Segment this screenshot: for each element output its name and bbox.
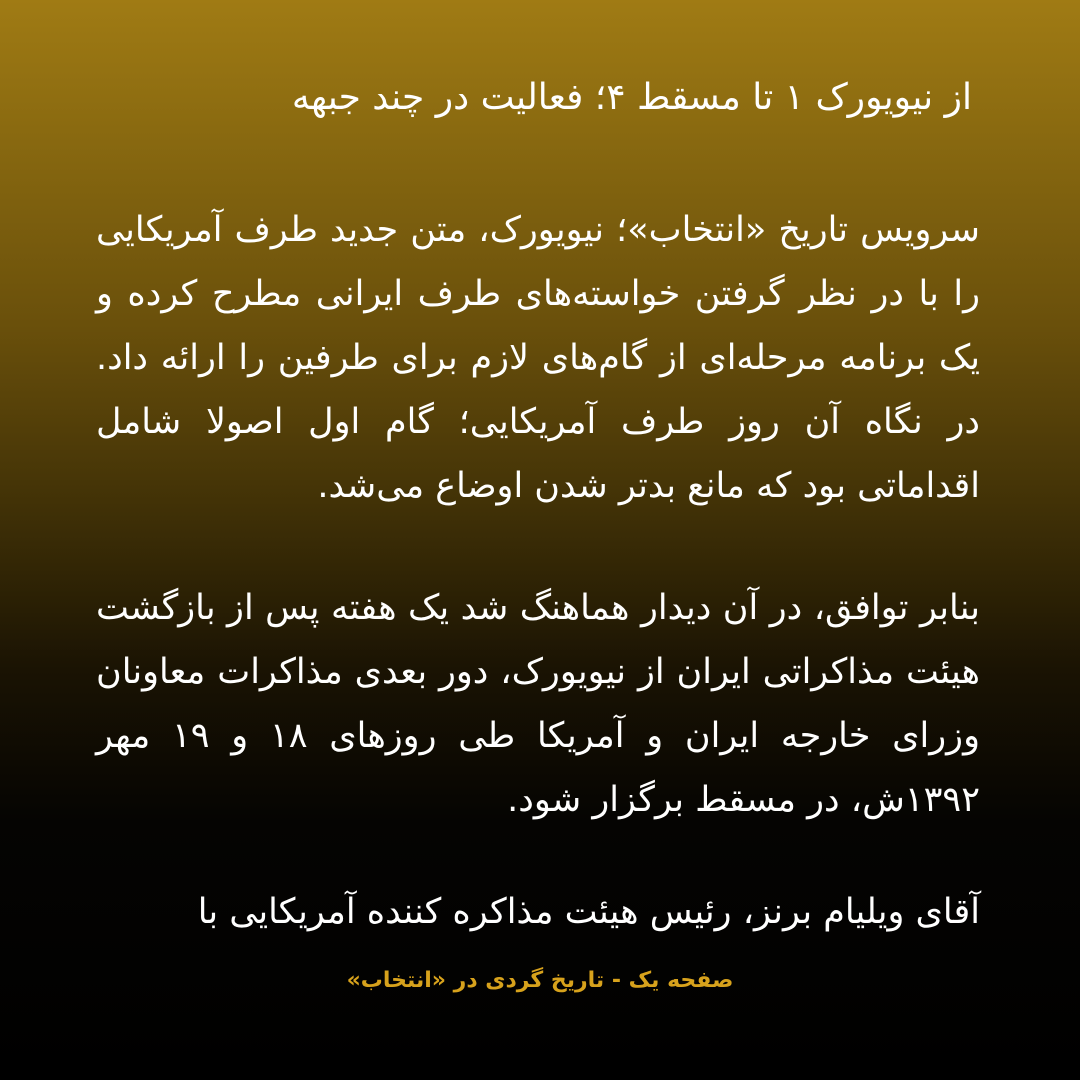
page-footer: صفحه یک - تاریخ گردی در «انتخاب» [346, 968, 734, 993]
paragraph-2: بنابر توافق، در آن دیدار هماهنگ شد یک هفته پس از بازگشت هیئت مذاکراتی ایران از نیویورک، دور بعدی مذاکرات معاونان وزرای خارجه ایران و آمریکا طی روزهای ۱۸ و ۱۹ مهر ۱۳۹۲ش، در مسقط برگزار شود. [96, 588, 980, 820]
paragraph-3: آقای ویلیام برنز، رئیس هیئت مذاکره کننده آمریکایی با [197, 892, 980, 932]
headline: از نیویورک ۱ تا مسقط ۴؛ فعالیت در چند جبهه [291, 77, 972, 118]
paragraph-1: سرویس تاریخ «انتخاب»؛ نیویورک، متن جدید طرف آمریکایی را با در نظر گرفتن خواسته‌های طرف ایرانی مطرح کرده و یک برنامه مرحله‌ای از گام‌های لازم برای طرفین را ارائه داد. در نگاه آن روز طرف آمریکایی؛ گام اول اصولا شامل اقداماتی بود که مانع بدتر شدن اوضاع می‌شد. [96, 210, 980, 506]
